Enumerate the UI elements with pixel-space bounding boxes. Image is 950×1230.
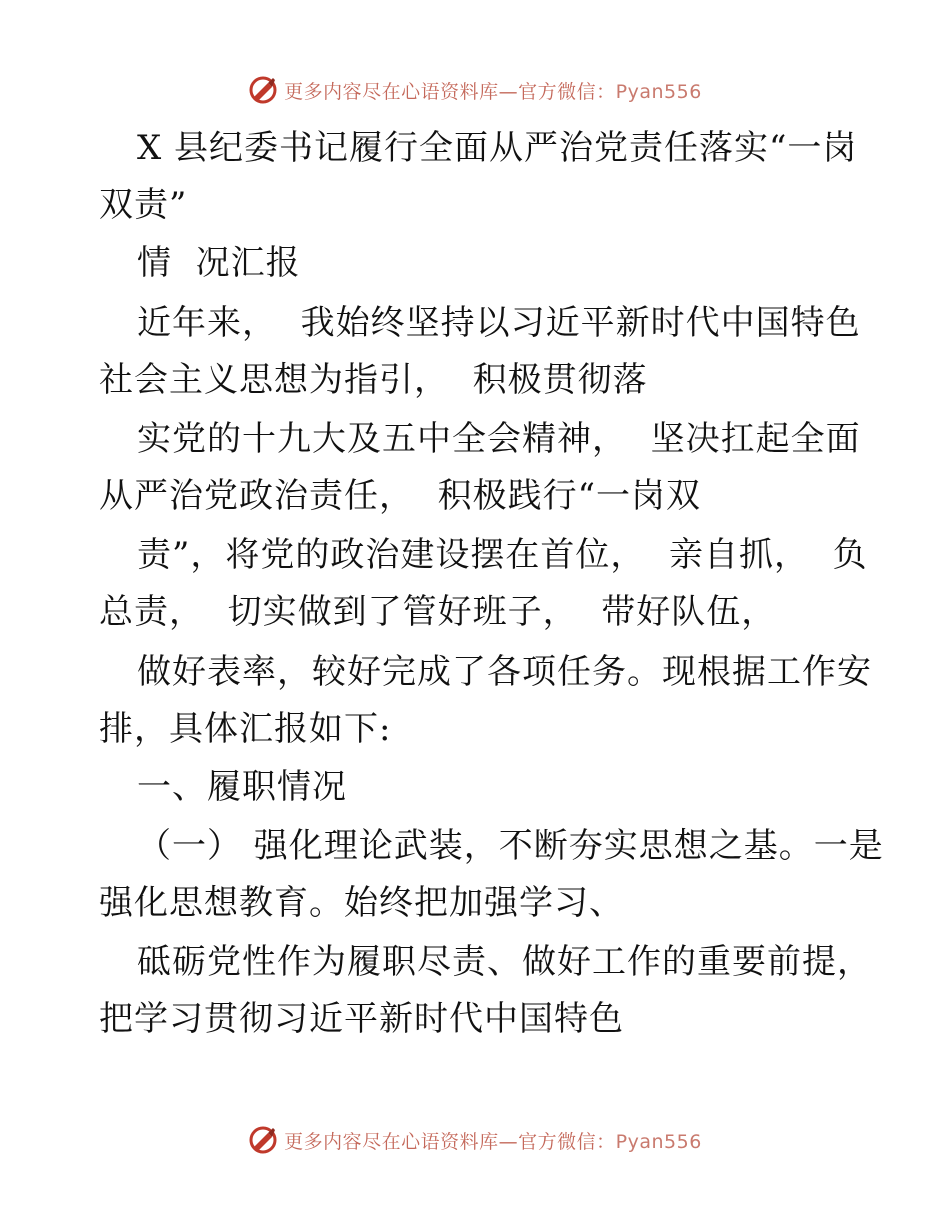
paragraph-line: 排，具体汇报如下: xyxy=(99,709,392,749)
title-line-2: 双责” xyxy=(99,185,188,225)
paragraph-line: 把学习贯彻习近平新时代中国特色 xyxy=(99,999,624,1039)
header-watermark xyxy=(0,70,950,110)
paragraph-line: 做好表率，较好完成了各项任务。现根据工作安 xyxy=(137,652,872,692)
paragraph-line: （一） 强化理论武装，不断夯实思想之基。一是 xyxy=(137,826,884,866)
watermark-text: 更多内容尽在心语资料库—官方微信：Pyan556 xyxy=(284,1130,702,1153)
paragraph-line: 总责， 切实做到了管好班子， 带好队伍， xyxy=(99,592,777,632)
title-line-1: X 县纪委书记履行全面从严治党责任落实“一岗 xyxy=(137,128,858,168)
paragraph-line: 从严治党政治责任， 积极践行“一岗双 xyxy=(99,476,701,516)
paragraph-line: 砥砺党性作为履职尽责、做好工作的重要前提， xyxy=(137,942,872,982)
section-heading: 一、履职情况 xyxy=(137,767,347,807)
watermark-text: 更多内容尽在心语资料库—官方微信：Pyan556 xyxy=(284,80,702,103)
subtitle-line: 情 况汇报 xyxy=(137,243,301,283)
paragraph-line: 责”，将党的政治建设摆在首位， 亲自抓， 负 xyxy=(137,535,868,575)
paragraph-line: 近年来， 我始终坚持以习近平新时代中国特色 xyxy=(137,303,861,343)
footer-watermark xyxy=(0,1120,950,1160)
pen-logo-icon xyxy=(248,75,278,105)
paragraph-line: 实党的十九大及五中全会精神， 坚决扛起全面 xyxy=(137,419,861,459)
paragraph-line: 社会主义思想为指引， 积极贯彻落 xyxy=(99,360,648,400)
paragraph-line: 强化思想教育。始终把加强学习、 xyxy=(99,883,624,923)
pen-logo-icon xyxy=(248,1125,278,1155)
